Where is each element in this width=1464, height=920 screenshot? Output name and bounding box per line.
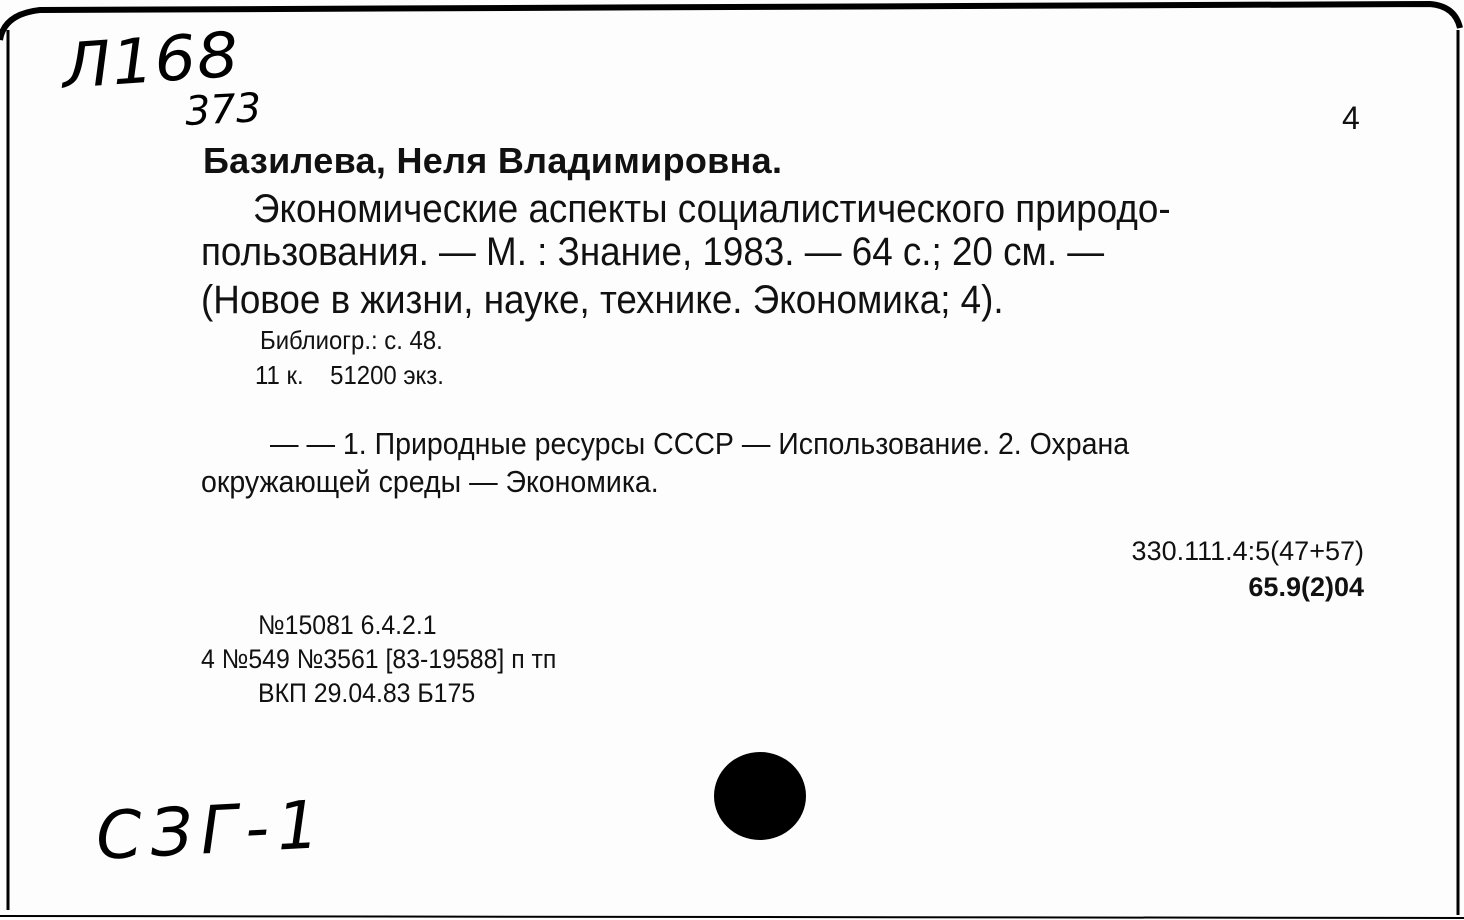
punch-hole — [714, 752, 806, 840]
title-line-3: (Новое в жизни, науке, технике. Экономика; 4). — [201, 278, 1004, 322]
bbk-code: 65.9(2)04 — [1248, 572, 1364, 602]
udc-code: 330.111.4:5(47+57) — [1131, 536, 1364, 566]
service-line-3: ВКП 29.04.83 Б175 — [258, 678, 476, 708]
title-line-1: Экономические аспекты социалистического природо- — [253, 187, 1171, 231]
handwritten-shelf-mark: СЗГ-1 — [94, 786, 329, 875]
print-run-note: 11 к. 51200 экз. — [255, 360, 444, 390]
subject-headings-line-1: — — 1. Природные ресурсы СССР — Использование. 2. Охрана — [270, 426, 1130, 461]
card-number: 4 — [1342, 100, 1360, 136]
subject-headings-line-2: окружающей среды — Экономика. — [201, 464, 659, 499]
handwritten-call-number-sub: 373 — [183, 85, 263, 135]
handwritten-call-number: Л168 — [59, 17, 242, 103]
service-line-2: 4 №549 №3561 [83-19588] п тп — [201, 644, 557, 674]
title-line-2: пользования. — М. : Знание, 1983. — 64 с.; 20 см. — — [201, 230, 1105, 274]
bibliography-note: Библиогр.: с. 48. — [260, 325, 443, 355]
service-line-1: №15081 6.4.2.1 — [258, 610, 437, 640]
author-heading: Базилева, Неля Владимировна. — [203, 140, 783, 181]
